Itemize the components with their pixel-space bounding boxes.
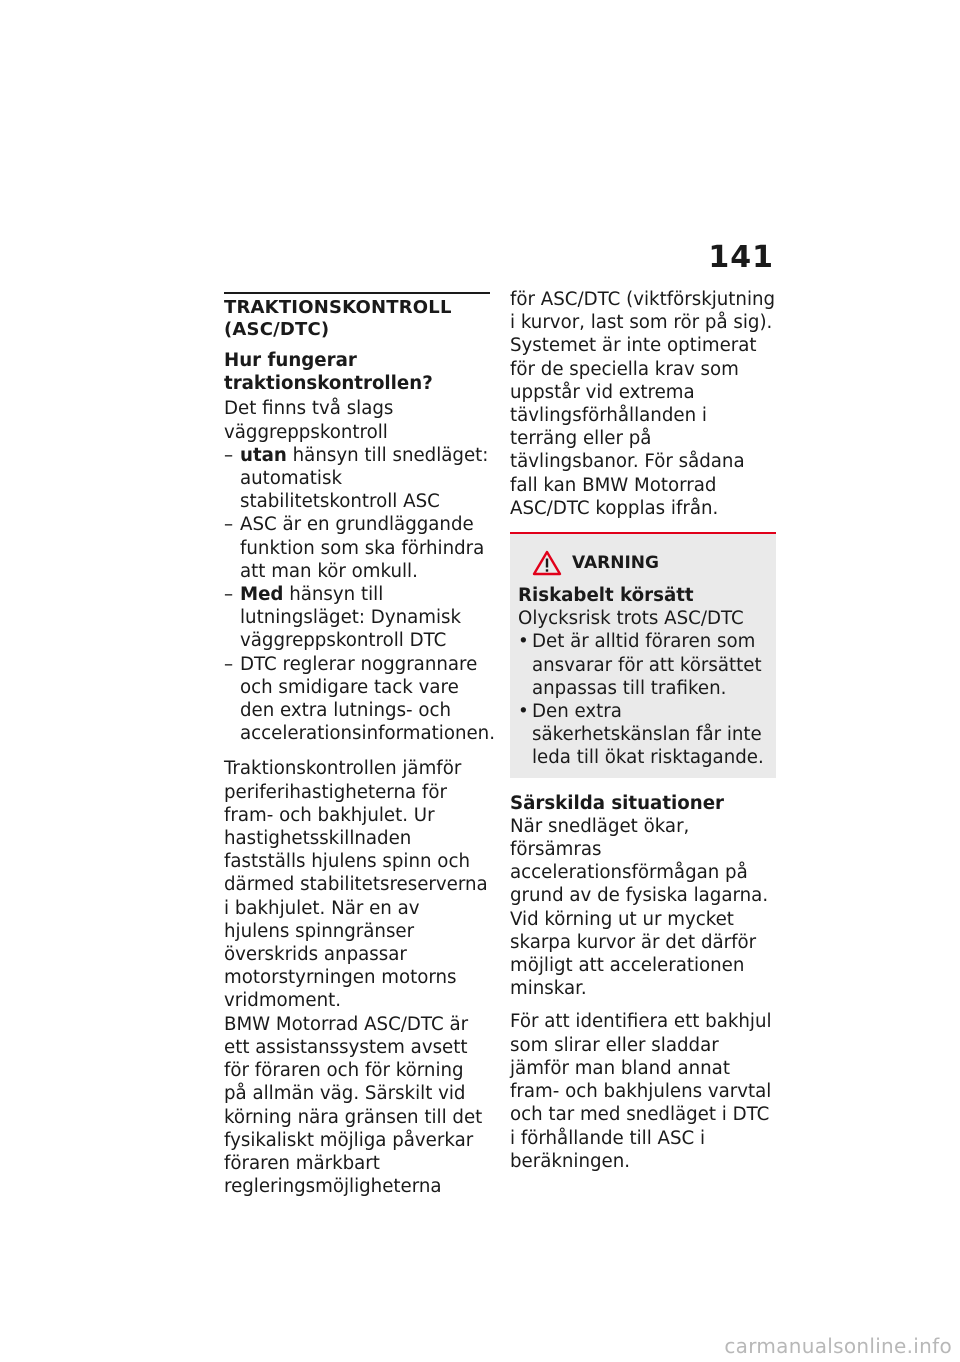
list-item: – DTC reglerar noggrannare och smidigare tack vare den extra lutnings- och accelerationsinformationen. [224,653,490,746]
warning-title: Riskabelt körsätt [518,585,694,607]
body-paragraph: För att identifiera ett bakhjul som slirar eller sladdar jämför man bland annat fram- och bakhjulens varvtal och tar med snedläget i DTC i förhållande till ASC i beräkningen. [510,1011,772,1172]
warning-triangle-icon [532,550,562,576]
page-number: 141 [708,240,774,275]
list-item: – ASC är en grundläggande funktion som ska förhindra att man kör omkull. [224,513,490,583]
list-item: • Den extra säkerhetskänslan får inte leda till ökat risktagande. [518,700,768,770]
section-title: TRAKTIONSKONTROLL (ASC/DTC) [224,297,452,340]
subsection-title: Hur fungerar traktionskontrollen? [224,350,433,395]
dash-list [224,444,495,746]
right-column [510,288,776,1173]
subsection-title: Särskilda situationer [510,792,725,814]
body-paragraph: När snedläget ökar, försämras accelerationsförmågan på grund av de fysiska lagarna. Vid körning ut ur mycket skarpa kurvor är det därför möjligt att accelerationen minskar. [510,815,769,1000]
warning-bullets [518,630,768,769]
warning-label: VARNING [572,553,659,574]
list-item: – Med hänsyn till lutningsläget: Dynamisk väggreppskontroll DTC [224,583,490,653]
list-item: • Det är alltid föraren som ansvarar för att körsättet anpassas till trafiken. [518,630,768,700]
body-paragraph: för ASC/DTC (viktförskjutning i kurvor, last som rör på sig). Systemet är inte optimerat för de speciella krav som uppstår vid extrema tävlingsförhållanden i terräng eller på tävlingsbanor. För sådana fall kan BMW Motorrad ASC/DTC kopplas ifrån. [510,289,776,519]
warning-text: Olycksrisk trots ASC/DTC [518,608,744,630]
body-paragraph: BMW Motorrad ASC/DTC är ett assistanssystem avsett för föraren och för körning på allmän väg. Särskilt vid körning nära gränsen till det fysikaliskt möjliga påverkar föraren märkbart regleringsmöjligheterna [224,1013,483,1198]
warning-box [510,532,776,778]
warning-header [532,550,768,576]
list-item: – utan hänsyn till snedläget: automatisk stabilitetskontroll ASC [224,444,490,514]
left-column [224,292,495,1198]
watermark: carmanualsonline.info [724,1334,952,1358]
body-paragraph: Traktionskontrollen jämför periferihastigheterna för fram- och bakhjulet. Ur hastighetsskillnaden fastställs hjulens spinn och därmed stabilitetsreserverna i bakhjulet. När en av hjulens spinngränser överskrids anpassar motorstyrningen motorns vridmoment. [224,758,488,1012]
intro-text: Det finns två slags väggreppskontroll [224,398,394,443]
